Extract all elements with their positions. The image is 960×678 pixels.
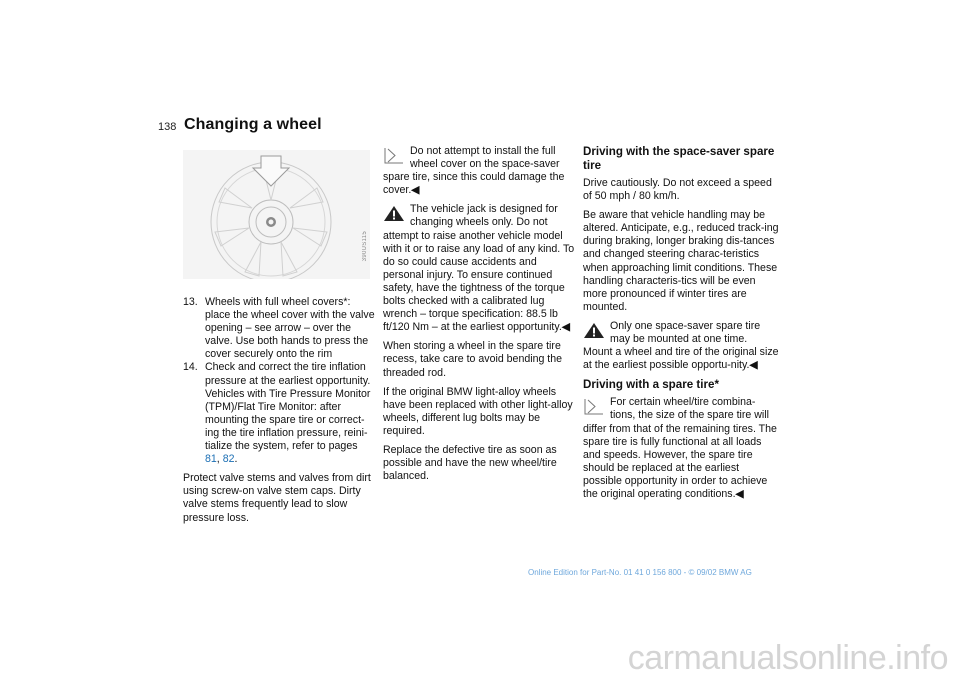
page-title: Changing a wheel [184,116,322,133]
note-text: Only one space-saver spare tire may be mounted at one time. Mount a wheel and tire of the original size at the earliest possible opportu-nity. [583,319,779,372]
warning-triangle-icon [383,205,405,222]
heading-text: Driving with a spare tire [583,378,715,392]
step-number: 13. [183,296,198,308]
paragraph: Replace the defective tire as soon as possible and have the new wheel/tire balanced. [383,443,557,483]
step-text [205,296,375,361]
paragraph: When storing a wheel in the spare tire recess, take care to avoid bending the threaded rod. [383,340,563,379]
step-item [183,296,375,361]
step-text-part: : place the wheel cover with the valve opening – see arrow – over the valve. Use both hands to press the cover securely onto the rim [205,296,375,361]
page-number: 138 [158,121,177,133]
section-heading [583,378,779,392]
step-item [183,361,375,466]
end-mark: ◀ [749,359,758,372]
wheel-cover-icon [183,150,370,279]
column-middle [383,145,575,489]
paragraph: Drive cautiously. Do not exceed a speed of 50 mph / 80 km/h. [583,177,772,203]
step-text-part: Wheels with full wheel covers [205,296,344,308]
note-text: For certain wheel/tire combina-tions, the size of the spare tire will differ from that of the remaining tires. The spare tire is fully functional at all loads and speeds. However, the spare tire should be replaced at the earliest possible opportunity in order to achieve the original operating conditions. [583,396,777,500]
paragraph: Be aware that vehicle handling may be altered. Anticipate, e.g., reduced track-ing during braking, longer braking dis-tances and changed steering charac-teristics when approaching limit conditions. These handling characteris-tics will be even more pronounced if winter tires are mounted. [583,209,779,313]
end-mark: ◀ [735,487,744,500]
step-text-end: . [234,453,238,466]
figure-code: 390US115 [362,230,368,261]
note-info [583,396,779,501]
column-right [583,145,779,507]
page-link-81[interactable]: 81 [205,453,217,466]
paragraph: If the original BMW light-alloy wheels have been replaced with other light-alloy wheels, different lug bolts may be required. [383,385,573,437]
note-info [383,145,575,197]
step-text [205,361,375,466]
column-left [183,296,375,531]
note-warning [583,320,779,372]
optional-star: * [714,378,719,392]
info-arrow-icon [383,147,405,164]
warning-triangle-icon [583,322,605,339]
optional-star: * [343,296,348,308]
step-list [183,296,375,466]
info-arrow-icon [583,398,605,415]
footer-edition: Online Edition for Part-No. 01 41 0 156 800 - © 09/02 BMW AG [528,568,752,577]
paragraph: Protect valve stems and valves from dirt using screw-on valve stem caps. Dirty valve stems frequently lead to slow pressure loss. [183,472,371,524]
link-separator: , [216,453,223,466]
watermark: carmanualsonline.info [627,639,948,677]
end-mark: ◀ [561,321,570,334]
note-warning [383,203,575,334]
section-heading: Driving with the space-saver spare tire [583,145,775,172]
note-text: Do not attempt to install the full wheel cover on the space-saver spare tire, since this could damage the cover. [383,145,565,197]
step-number: 14. [183,361,198,374]
step-text-part: Check and correct the tire inflation pressure at the earliest opportunity. Vehicles with Tire Pressure Monitor (TPM)/Flat Tire Monitor: after mounting the spare tire or correct-ing the tire inflation pressure, reini-tialize the system, refer to pages [205,361,371,453]
note-text: The vehicle jack is designed for changing wheels only. Do not attempt to raise another vehicle model with it or to raise any load of any kind. To do so could cause accidents and personal injury. To ensure continued safety, have the tightness of the torque bolts checked with a calibrated lug wrench – torque specification: 88.5 lb ft/120 Nm – at the earliest opportunity. [383,203,575,334]
end-mark: ◀ [411,184,420,197]
page-link-82[interactable]: 82 [222,453,235,466]
wheel-cover-illustration [183,150,370,279]
